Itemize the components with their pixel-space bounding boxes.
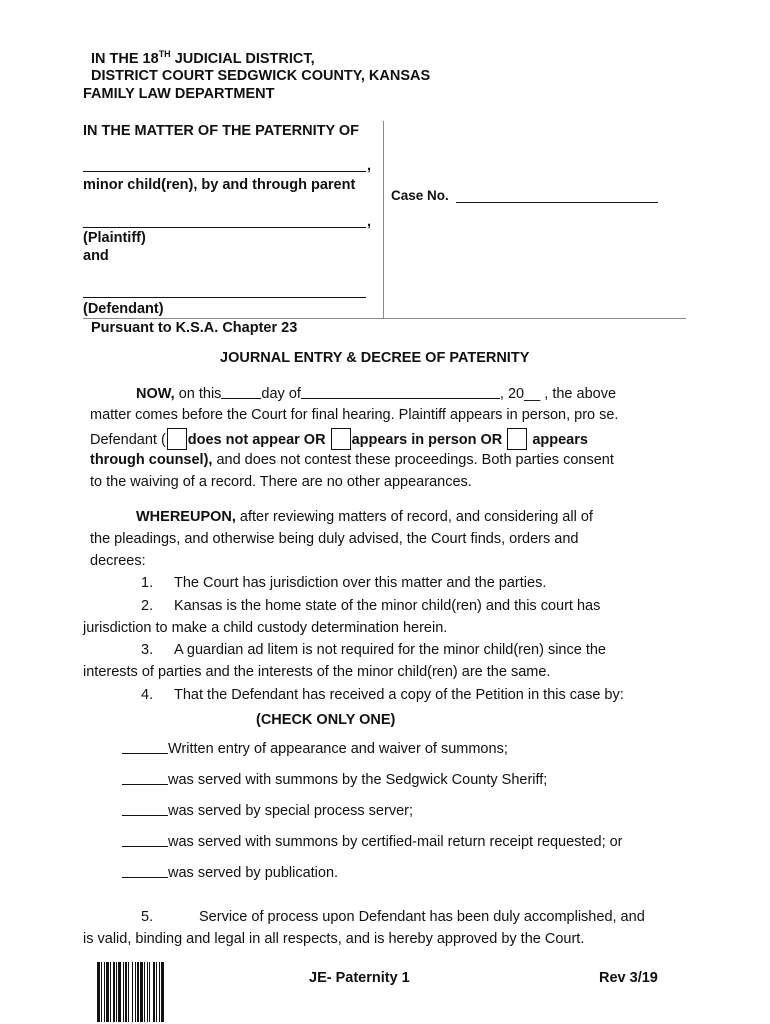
caption-comma-1: , [367, 158, 372, 174]
barcode-bar [164, 962, 165, 1022]
pursuant-line: Pursuant to K.S.A. Chapter 23 [91, 320, 298, 336]
court-district-suffix: JUDICIAL DISTRICT, [170, 50, 315, 67]
intro-line-3 [90, 428, 588, 450]
caption-plaintiff: (Plaintiff) [83, 230, 146, 246]
service-option-blank[interactable] [122, 771, 168, 785]
item-3-text-cont: interests of parties and the interests of the minor child(ren) are the same. [83, 664, 551, 680]
revision: Rev 3/19 [599, 970, 658, 986]
month-field[interactable] [301, 385, 500, 399]
intro-line-1 [136, 385, 616, 402]
item-4-text: That the Defendant has received a copy of the Petition in this case by: [174, 687, 624, 703]
whereupon-rest: after reviewing matters of record, and considering all of [235, 509, 593, 525]
service-option-blank[interactable] [122, 833, 168, 847]
service-option-label: was served with summons by certified-mail return receipt requested; or [168, 834, 623, 850]
court-district-number: IN THE 18 [91, 50, 159, 67]
court-header-line1 [91, 49, 315, 67]
service-option [122, 802, 413, 819]
item-1-text: The Court has jurisdiction over this matter and the parties. [174, 575, 547, 591]
above-label: , the above [540, 386, 617, 402]
item-2-text-cont: jurisdiction to make a child custody determination herein. [83, 620, 448, 636]
caption-minor: minor child(ren), by and through parent [83, 177, 356, 193]
item-5-text: Service of process upon Defendant has been duly accomplished, and [199, 909, 645, 925]
check-only-one: (CHECK ONLY ONE) [256, 712, 396, 728]
caption-matter: IN THE MATTER OF THE PATERNITY OF [83, 123, 360, 139]
child-name-line[interactable] [83, 171, 366, 172]
service-option-label: was served by publication. [168, 865, 339, 881]
whereupon-label: WHEREUPON, [136, 509, 236, 525]
barcode [97, 962, 209, 1022]
checkbox-appears-in-person[interactable] [331, 428, 351, 450]
caption-comma-2: , [367, 214, 372, 230]
defendant-label: Defendant ( [90, 432, 166, 448]
intro-line-4 [90, 452, 614, 468]
day-of-label: day of [261, 386, 301, 402]
checkbox-does-not-appear[interactable] [167, 428, 187, 450]
checkbox-appears-through-counsel[interactable] [507, 428, 527, 450]
day-field[interactable] [221, 385, 261, 399]
item-1-number: 1. [141, 575, 154, 591]
item-3-number: 3. [141, 642, 154, 658]
service-option [122, 833, 623, 850]
service-option-label: Written entry of appearance and waiver of summons; [168, 741, 508, 757]
intro-line-2: matter comes before the Court for final hearing. Plaintiff appears in person, pro se. [90, 407, 619, 423]
service-option [122, 864, 338, 881]
court-header-line3: FAMILY LAW DEPARTMENT [83, 86, 275, 102]
item-2-text: Kansas is the home state of the minor child(ren) and this court has [174, 598, 601, 614]
whereupon-line-1 [136, 509, 593, 525]
item-3-text: A guardian ad litem is not required for the minor child(ren) since the [174, 642, 606, 658]
service-option [122, 740, 508, 757]
form-id: JE- Paternity 1 [309, 970, 410, 986]
service-option-label: was served by special process server; [168, 803, 413, 819]
service-option-blank[interactable] [122, 740, 168, 754]
appears-label: appears [528, 432, 588, 448]
service-option [122, 771, 547, 788]
caption-bottom-rule [83, 318, 686, 319]
item-4-number: 4. [141, 687, 154, 703]
court-header-line2: DISTRICT COURT SEDGWICK COUNTY, KANSAS [91, 68, 431, 84]
intro-line-5: to the waiving of a record. There are no other appearances. [90, 474, 472, 490]
item-5-number: 5. [141, 909, 154, 925]
caption-defendant: (Defendant) [83, 301, 164, 317]
appears-in-person-label: appears in person OR [351, 432, 507, 448]
service-option-label: was served with summons by the Sedgwick County Sheriff; [168, 772, 548, 788]
now-label: NOW, [136, 386, 175, 402]
item-5-text-cont: is valid, binding and legal in all respects, and is hereby approved by the Court. [83, 931, 585, 947]
does-not-appear-label: does not appear OR [187, 432, 330, 448]
through-counsel-label: through counsel), [90, 452, 213, 468]
plaintiff-name-line[interactable] [83, 227, 366, 228]
document-title: JOURNAL ENTRY & DECREE OF PATERNITY [220, 350, 530, 366]
service-option-blank[interactable] [122, 802, 168, 816]
caption-and: and [83, 248, 109, 264]
item-2-number: 2. [141, 598, 154, 614]
service-option-blank[interactable] [122, 864, 168, 878]
ordinal-suffix: TH [158, 49, 171, 59]
counsel-rest: and does not contest these proceedings. Both parties consent [212, 452, 614, 468]
on-this-label: on this [174, 386, 222, 402]
caption-divider [383, 121, 384, 319]
year-label: , 20__ [499, 386, 541, 402]
whereupon-line-2: the pleadings, and otherwise being duly advised, the Court finds, orders and [90, 531, 579, 547]
case-no-field[interactable] [456, 202, 658, 203]
whereupon-line-3: decrees: [90, 553, 146, 569]
defendant-name-line[interactable] [83, 297, 366, 298]
case-no-label: Case No. [391, 188, 449, 203]
